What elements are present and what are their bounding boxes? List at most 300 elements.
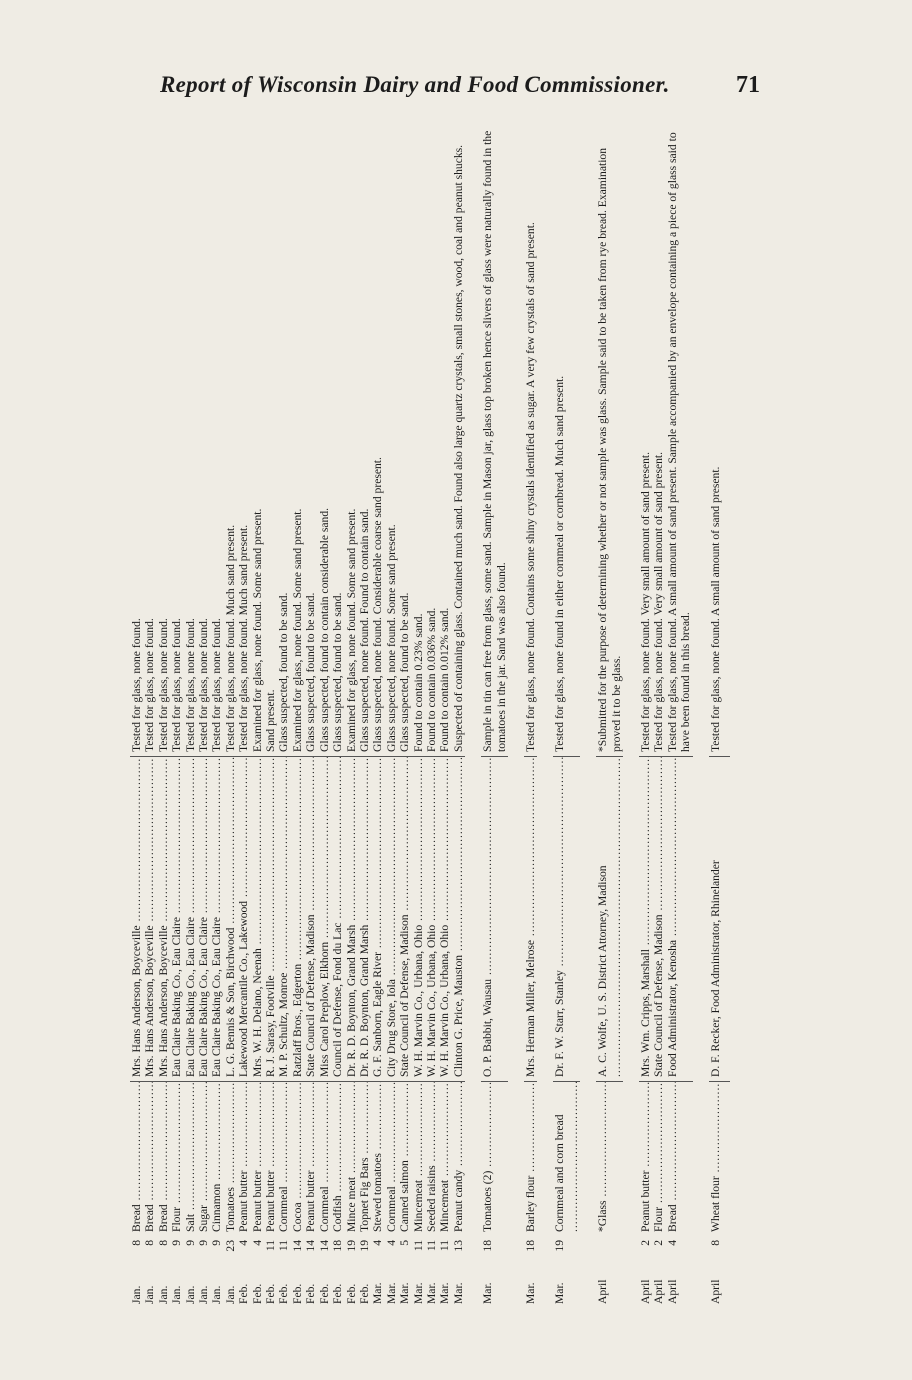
month-cell-text: Mar. <box>384 1282 398 1304</box>
month-cell <box>331 1260 344 1310</box>
rotated-table <box>130 130 730 1310</box>
month-cell-text: Mar. <box>424 1282 438 1304</box>
table-row <box>251 130 264 1310</box>
result-cell <box>143 130 156 757</box>
day-cell <box>412 1232 425 1260</box>
sender-cell <box>596 757 623 1082</box>
day-cell <box>157 1232 170 1260</box>
day-cell <box>639 1232 652 1260</box>
sender-cell-text: W. H. Marvin Co., Urbana, Ohio ..... <box>438 757 451 1078</box>
article-cell-text: Canned salmon ..... <box>398 1082 411 1233</box>
month-cell <box>318 1260 331 1310</box>
day-cell <box>652 1232 665 1260</box>
day-cell <box>264 1232 277 1260</box>
month-cell-text: April <box>652 1279 666 1304</box>
sender-cell <box>157 757 170 1082</box>
month-cell-text: Mar. <box>553 1282 567 1304</box>
table-row <box>358 130 371 1310</box>
day-cell-text: 8 <box>130 1240 143 1246</box>
result-cell-text: Tested for glass, none found. Much sand present. <box>223 524 237 752</box>
result-cell <box>170 130 183 757</box>
result-cell <box>304 130 317 757</box>
result-cell-text: Examined for glass, none found. Some sand present. <box>250 508 264 752</box>
day-cell-text: 18 <box>331 1240 345 1252</box>
row-gap <box>693 130 709 1310</box>
article-cell <box>639 1082 652 1233</box>
result-cell <box>709 130 730 757</box>
sender-cell-text: M. P. Schultz, Monroe ..... <box>277 757 290 1078</box>
sender-cell-text: Eau Claire Baking Co., Eau Claire ..... <box>210 757 223 1078</box>
month-cell-text: Jan. <box>143 1285 157 1304</box>
day-cell <box>709 1232 730 1260</box>
row-gap <box>623 130 639 1310</box>
month-cell <box>184 1260 197 1310</box>
table-row <box>277 130 290 1310</box>
month-cell <box>481 1260 508 1310</box>
day-cell <box>251 1232 264 1260</box>
article-cell <box>130 1082 143 1233</box>
result-cell-text: Glass suspected, found to be sand. <box>304 592 318 752</box>
sender-cell <box>277 757 290 1082</box>
month-cell-text: April <box>665 1279 679 1304</box>
day-cell-text: 11 <box>411 1240 425 1252</box>
result-cell <box>277 130 290 757</box>
day-cell-text: 4 <box>384 1240 398 1246</box>
table-row <box>412 130 425 1310</box>
result-cell <box>157 130 170 757</box>
result-cell-text: Tested for glass, none found. <box>197 618 211 752</box>
sender-cell-text: Mrs. Hans Anderson, Boyceville ..... <box>157 757 170 1078</box>
day-cell <box>224 1232 237 1260</box>
month-cell-text: Mar. <box>481 1282 495 1304</box>
day-cell-text: 9 <box>183 1240 197 1246</box>
result-cell-text: Tested for glass, none found. A small amount of sand present. <box>708 466 722 752</box>
result-cell <box>264 130 277 757</box>
month-cell-text: Mar. <box>438 1282 452 1304</box>
month-cell-text: Mar. <box>523 1282 537 1304</box>
table-row <box>452 130 465 1310</box>
day-cell-text: 8 <box>708 1240 722 1246</box>
day-cell <box>452 1232 465 1260</box>
result-cell <box>197 130 210 757</box>
result-cell-text: Sand present. <box>264 689 278 752</box>
result-cell <box>358 130 371 757</box>
result-cell <box>345 130 358 757</box>
sender-cell-text: O. P. Babbit, Wausau ..... <box>481 757 494 1078</box>
sender-cell <box>639 757 652 1082</box>
table-row <box>345 130 358 1310</box>
month-cell-text: April <box>596 1279 610 1304</box>
sender-cell <box>318 757 331 1082</box>
article-cell <box>210 1082 223 1233</box>
month-cell-text: Mar. <box>451 1282 465 1304</box>
month-cell-text: Feb. <box>304 1283 318 1304</box>
month-cell-text: Mar. <box>411 1282 425 1304</box>
article-cell <box>304 1082 317 1233</box>
day-cell <box>210 1232 223 1260</box>
month-cell <box>237 1260 250 1310</box>
day-cell-text: 4 <box>250 1240 264 1246</box>
result-cell <box>398 130 411 757</box>
sender-cell-text: Miss Carol Preplow, Elkhorn ..... <box>318 757 331 1078</box>
sender-cell-text: Mrs. Hans Anderson, Boyceville ..... <box>143 757 156 1078</box>
sender-cell-text: D. F. Recker, Food Administrator, Rhinelander ..... <box>709 757 730 1078</box>
day-cell-text: 4 <box>665 1240 679 1246</box>
result-cell <box>639 130 652 757</box>
sender-cell-text: State Council of Defense, Madison ..... <box>304 757 317 1078</box>
article-cell-text: Barley flour ..... <box>524 1082 537 1233</box>
month-cell <box>709 1260 730 1310</box>
day-cell-text: 8 <box>143 1240 157 1246</box>
result-cell-text: Sample in tin can free from glass, some sand. Sample in Mason jar, glass top broken hence slivers of glass were naturally found in the tomatoes in the jar. Sand was also found. <box>481 130 508 752</box>
day-cell <box>553 1232 580 1260</box>
sender-cell-text: State Council of Defense, Madison ..... <box>652 757 665 1078</box>
day-cell-text: 19 <box>344 1240 358 1252</box>
day-cell-text: 19 <box>357 1240 371 1252</box>
article-cell <box>184 1082 197 1233</box>
article-cell <box>143 1082 156 1233</box>
sender-cell-text: Mrs. Herman Miller, Melrose ..... <box>524 757 537 1078</box>
sender-cell-text: Council of Defense, Fond du Lac ..... <box>331 757 344 1078</box>
result-cell <box>184 130 197 757</box>
day-cell <box>438 1232 451 1260</box>
day-cell-text: 9 <box>210 1240 224 1246</box>
article-cell-text: Peanut candy ..... <box>452 1082 465 1233</box>
day-cell-text: 11 <box>264 1240 278 1252</box>
article-cell-text: Bread ..... <box>143 1082 156 1233</box>
day-cell <box>184 1232 197 1260</box>
day-cell-text: 13 <box>451 1240 465 1252</box>
sender-cell-text: Dr. F. W. Starr, Stanley ..... <box>553 757 566 1078</box>
sender-cell-text: G. F. Sanborn, Eagle River ..... <box>371 757 384 1078</box>
day-cell-text: 11 <box>438 1240 452 1252</box>
article-cell <box>251 1082 264 1233</box>
result-cell <box>130 130 143 757</box>
day-cell-text: 11 <box>277 1240 291 1252</box>
article-cell-text: Bread ..... <box>130 1082 143 1233</box>
month-cell-text: Feb. <box>264 1283 278 1304</box>
result-cell-text: Glass suspected, none found. Found to contain sand. <box>357 508 371 752</box>
day-cell <box>237 1232 250 1260</box>
article-cell <box>170 1082 183 1233</box>
table-row <box>264 130 277 1310</box>
result-cell-text: Suspected of containing glass. Contained much sand. Found also large quartz crystals, small stones, wood, coal and peanut shucks. <box>451 144 465 752</box>
sender-cell-text: City Drug Store, Iola ..... <box>385 757 398 1078</box>
article-cell-text: Peanut butter ..... <box>251 1082 264 1233</box>
article-cell <box>438 1082 451 1233</box>
result-cell-text: Glass suspected, none found. Some sand present. <box>384 524 398 752</box>
month-cell-text: Feb. <box>250 1283 264 1304</box>
article-cell-text: Cinnamon ..... <box>210 1082 223 1233</box>
month-cell <box>345 1260 358 1310</box>
sender-cell-text: Food Administrator, Kenosha ..... <box>666 757 679 1078</box>
running-title: Report of Wisconsin Dairy and Food Commissioner. <box>160 72 670 97</box>
month-cell <box>277 1260 290 1310</box>
result-cell <box>425 130 438 757</box>
table-row <box>385 130 398 1310</box>
day-cell-text: 9 <box>170 1240 184 1246</box>
month-cell-text: Mar. <box>371 1282 385 1304</box>
sender-cell-text: Eau Claire Baking Co., Eau Claire ..... <box>197 757 210 1078</box>
sender-cell-text: L. G. Bennis & Son, Birchwood ..... <box>224 757 237 1078</box>
result-cell-text: Tested for glass, none found. Very small amount of sand present. <box>652 451 666 752</box>
month-cell <box>143 1260 156 1310</box>
day-cell <box>331 1232 344 1260</box>
sender-cell-text: Eau Claire Baking Co., Eau Claire ..... <box>184 757 197 1078</box>
result-cell-text: Glass suspected, found to be sand. <box>398 592 412 752</box>
result-cell <box>481 130 508 757</box>
article-cell <box>425 1082 438 1233</box>
day-cell-text: 14 <box>290 1240 304 1252</box>
table-row <box>425 130 438 1310</box>
result-cell-text: Found to contain 0.036% sand. <box>424 607 438 752</box>
month-cell <box>438 1260 451 1310</box>
table-row <box>197 130 210 1310</box>
month-cell <box>358 1260 371 1310</box>
day-cell <box>143 1232 156 1260</box>
article-cell-text: Codfish ..... <box>331 1082 344 1233</box>
result-cell-text: Tested for glass, none found in either cornmeal or cornbread. Much sand present. <box>553 375 567 752</box>
month-cell <box>553 1260 580 1310</box>
day-cell <box>596 1232 623 1260</box>
sender-cell <box>481 757 508 1082</box>
result-cell-text: Found to contain 0.012% sand. <box>438 607 452 752</box>
month-cell-text: Mar. <box>398 1282 412 1304</box>
day-cell-text: 11 <box>424 1240 438 1252</box>
result-cell <box>412 130 425 757</box>
sender-cell <box>452 757 465 1082</box>
table-row <box>481 130 508 1310</box>
month-cell <box>291 1260 304 1310</box>
result-cell-text: Examined for glass, none found. Some sand present. <box>344 508 358 752</box>
sender-cell-text: Eau Claire Baking Co., Eau Claire ..... <box>170 757 183 1078</box>
table-row <box>524 130 537 1310</box>
sender-cell-text: R. J. Sarasy, Footville ..... <box>264 757 277 1078</box>
month-cell-text: Feb. <box>357 1283 371 1304</box>
month-cell <box>170 1260 183 1310</box>
article-cell-text: Bread ..... <box>157 1082 170 1233</box>
sender-cell <box>524 757 537 1082</box>
article-cell-text: Cornmeal ..... <box>318 1082 331 1233</box>
article-cell-text: Stewed tomatoes ..... <box>371 1082 384 1233</box>
article-cell-text: Wheat flour ..... <box>709 1082 722 1233</box>
article-cell-text: Flour ..... <box>652 1082 665 1233</box>
month-cell <box>452 1260 465 1310</box>
result-cell <box>371 130 384 757</box>
day-cell <box>425 1232 438 1260</box>
article-cell <box>264 1082 277 1233</box>
result-cell <box>666 130 693 757</box>
article-cell <box>524 1082 537 1233</box>
month-cell <box>412 1260 425 1310</box>
table-row <box>143 130 156 1310</box>
article-cell <box>291 1082 304 1233</box>
article-cell-text: Sugar ..... <box>197 1082 210 1233</box>
sender-cell-text: W. H. Marvin Co., Urbana, Ohio ..... <box>412 757 425 1078</box>
day-cell-text: 5 <box>398 1240 412 1246</box>
day-cell-text: 4 <box>371 1240 385 1246</box>
article-cell-text: Tomatoes (2) ..... <box>481 1082 494 1233</box>
article-cell <box>224 1082 237 1233</box>
article-cell-text: Peanut butter ..... <box>264 1082 277 1233</box>
month-cell-text: Jan. <box>210 1285 224 1304</box>
day-cell-text: 2 <box>639 1240 652 1246</box>
sender-cell <box>553 757 580 1082</box>
sender-cell <box>358 757 371 1082</box>
month-cell <box>224 1260 237 1310</box>
day-cell <box>277 1232 290 1260</box>
result-cell <box>524 130 537 757</box>
sender-cell <box>331 757 344 1082</box>
day-cell-text: 23 <box>223 1240 237 1252</box>
table-row <box>398 130 411 1310</box>
article-cell <box>371 1082 384 1233</box>
table-row <box>304 130 317 1310</box>
day-cell-text: 19 <box>553 1240 567 1252</box>
result-cell-text: Tested for glass, none found. <box>156 618 170 752</box>
samples-table-body <box>130 130 730 1310</box>
day-cell-text: 8 <box>156 1240 170 1246</box>
article-cell-text: Peanut butter ..... <box>304 1082 317 1233</box>
table-row <box>224 130 237 1310</box>
month-cell <box>264 1260 277 1310</box>
result-cell-text: Tested for glass, none found. <box>170 618 184 752</box>
table-row <box>331 130 344 1310</box>
sender-cell-text: Lakewood Mercantile Co., Lakewood ..... <box>237 757 250 1078</box>
sender-cell <box>398 757 411 1082</box>
article-cell <box>666 1082 693 1233</box>
month-cell-text: Jan. <box>223 1285 237 1304</box>
table-row <box>157 130 170 1310</box>
result-cell <box>652 130 665 757</box>
article-cell <box>652 1082 665 1233</box>
month-cell-text: Jan. <box>183 1285 197 1304</box>
samples-table <box>130 130 730 1310</box>
article-cell <box>709 1082 730 1233</box>
article-cell-text: Flour ..... <box>170 1082 183 1233</box>
result-cell-text: Tested for glass, none found. Very small amount of sand present. <box>639 451 652 752</box>
table-row <box>291 130 304 1310</box>
result-cell-text: Tested for glass, none found. A small amount of sand present. Sample accompanied by an envelope containing a piece of glass said to have been found in this bread. <box>665 132 693 752</box>
article-cell <box>331 1082 344 1233</box>
sender-cell-text: Clinton G. Price, Mauston ..... <box>452 757 465 1078</box>
month-cell <box>157 1260 170 1310</box>
sender-cell <box>197 757 210 1082</box>
result-cell-text: Tested for glass, none found. <box>183 618 197 752</box>
result-cell-text: Tested for glass, none found. <box>210 618 224 752</box>
sender-cell-text: W. H. Marvin Co., Urbana, Ohio ..... <box>425 757 438 1078</box>
month-cell-text: Feb. <box>344 1283 358 1304</box>
row-gap <box>580 130 596 1310</box>
result-cell-text: Tested for glass, none found. Contains some shiny crystals identified as sugar. A very few crystals of sand present. <box>523 222 537 752</box>
article-cell-text: Bread ..... <box>666 1082 679 1233</box>
month-cell <box>130 1260 143 1310</box>
result-cell-text: *Submitted for the purpose of determining whether or not sample was glass. Sample said to be taken from rye bread. Examination proved it to be glass. <box>596 147 623 752</box>
article-cell-text: Cornmeal ..... <box>385 1082 398 1233</box>
table-row <box>170 130 183 1310</box>
article-cell <box>398 1082 411 1233</box>
article-cell <box>553 1082 580 1233</box>
result-cell <box>251 130 264 757</box>
day-cell <box>304 1232 317 1260</box>
day-cell <box>130 1232 143 1260</box>
month-cell <box>596 1260 623 1310</box>
table-row <box>666 130 693 1310</box>
result-cell-text: Glass suspected, found to be sand. <box>277 592 291 752</box>
sender-cell <box>291 757 304 1082</box>
month-cell <box>398 1260 411 1310</box>
day-cell-text: 18 <box>481 1240 495 1252</box>
sender-cell <box>170 757 183 1082</box>
article-cell-text: Mincemeat ..... <box>412 1082 425 1233</box>
month-cell-text: Feb. <box>317 1283 331 1304</box>
sender-cell-text: State Council of Defense, Madison ..... <box>398 757 411 1078</box>
day-cell <box>345 1232 358 1260</box>
month-cell <box>304 1260 317 1310</box>
month-cell-text: Jan. <box>156 1285 170 1304</box>
day-cell <box>481 1232 508 1260</box>
month-cell <box>524 1260 537 1310</box>
article-cell-text: Salt ..... <box>184 1082 197 1233</box>
sender-cell <box>184 757 197 1082</box>
sender-cell-text: Mrs. W. H. Delano, Neenah ..... <box>251 757 264 1078</box>
sender-cell-text: Mrs. Hans Anderson, Boyceville ..... <box>130 757 143 1078</box>
month-cell-text: Jan. <box>130 1285 143 1304</box>
article-cell-text: Cornmeal and corn bread ..... <box>553 1082 579 1233</box>
article-cell <box>452 1082 465 1233</box>
result-cell-text: Glass suspected, found to contain considerable sand. <box>317 507 331 752</box>
row-gap <box>465 130 481 1310</box>
day-cell <box>398 1232 411 1260</box>
article-cell-text: Topnet Fig Bars ..... <box>358 1082 371 1233</box>
day-cell-text: 18 <box>523 1240 537 1252</box>
day-cell <box>385 1232 398 1260</box>
month-cell <box>197 1260 210 1310</box>
month-cell <box>425 1260 438 1310</box>
article-cell-text: Cocoa ..... <box>291 1082 304 1233</box>
month-cell-text: April <box>639 1279 652 1304</box>
rotated-table-frame <box>130 130 730 1310</box>
result-cell <box>331 130 344 757</box>
result-cell-text: Tested for glass, none found. <box>143 618 157 752</box>
month-cell-text: Feb. <box>290 1283 304 1304</box>
result-cell <box>291 130 304 757</box>
table-row <box>237 130 250 1310</box>
sender-cell-text: Ratzlaff Bros., Edgerton ..... <box>291 757 304 1078</box>
table-row <box>709 130 730 1310</box>
day-cell-text: 4 <box>237 1240 251 1246</box>
day-cell <box>371 1232 384 1260</box>
page-number: 71 <box>736 72 760 98</box>
sender-cell <box>237 757 250 1082</box>
article-cell-text: Mincemeat ..... <box>438 1082 451 1233</box>
day-cell <box>197 1232 210 1260</box>
sender-cell <box>385 757 398 1082</box>
article-cell-text: Seeded raisins ..... <box>425 1082 438 1233</box>
day-cell <box>291 1232 304 1260</box>
result-cell-text: Glass suspected, none found. Considerable coarse sand present. <box>371 457 385 752</box>
result-cell-text: Tested for glass, none found. Much sand present. <box>237 524 251 752</box>
month-cell <box>639 1260 652 1310</box>
article-cell <box>412 1082 425 1233</box>
day-cell-text: 14 <box>304 1240 318 1252</box>
table-row <box>639 130 652 1310</box>
month-cell <box>652 1260 665 1310</box>
sender-cell-text: A. C. Wolfe, U. S. District Attorney, Madison ..... <box>596 757 622 1078</box>
sender-cell <box>210 757 223 1082</box>
table-row <box>210 130 223 1310</box>
article-cell-text: Cornmeal ..... <box>277 1082 290 1233</box>
